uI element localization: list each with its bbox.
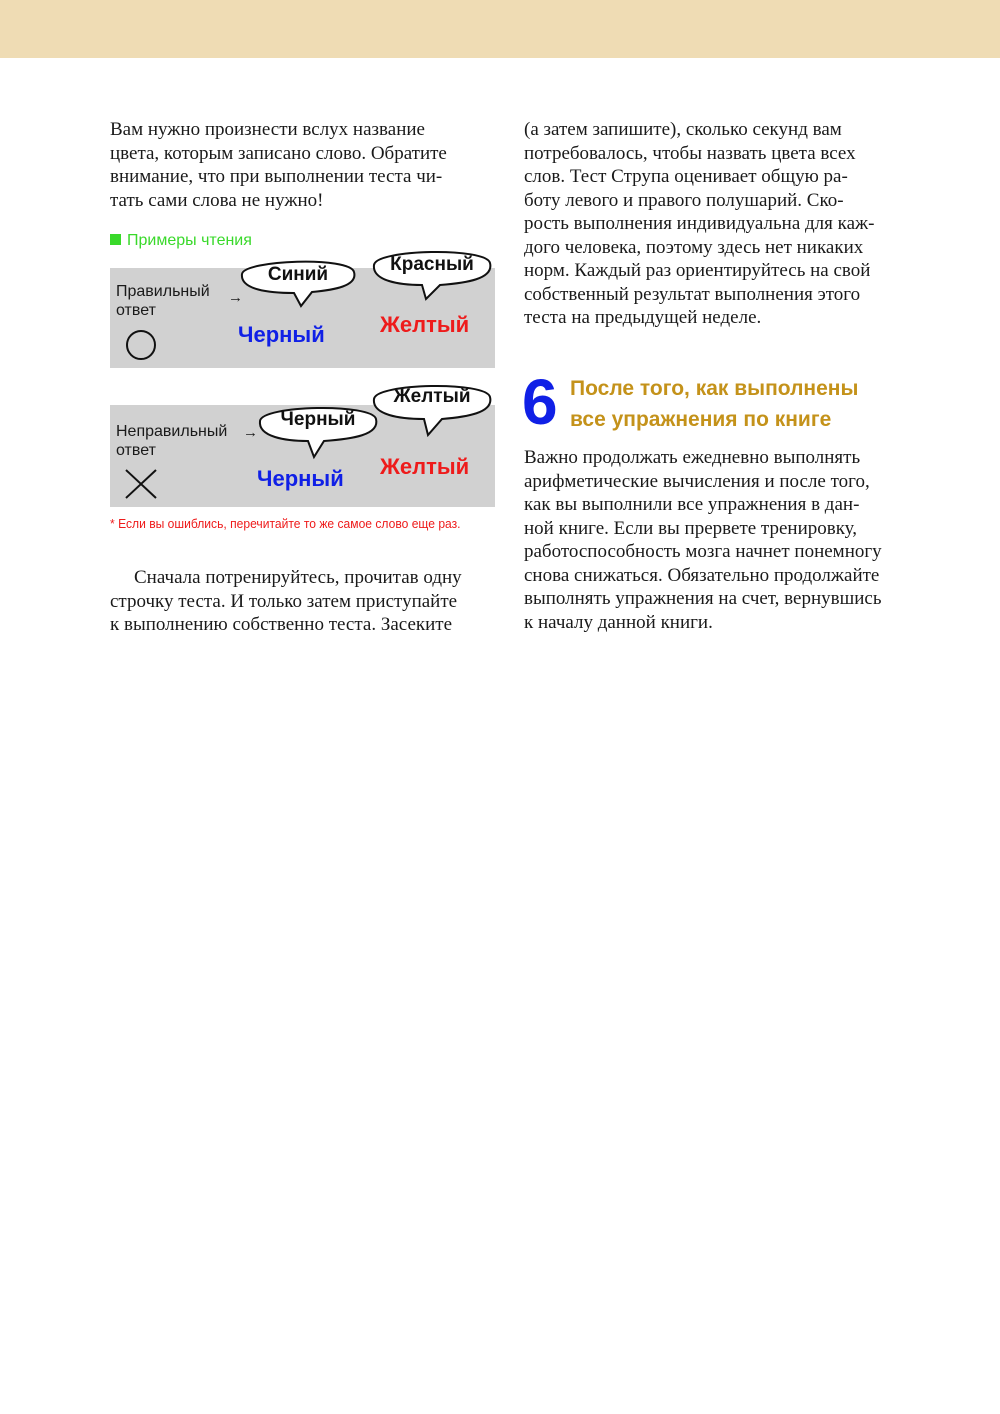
left-top-paragraph — [110, 118, 496, 212]
cross-icon — [122, 467, 160, 501]
examples-caption — [110, 232, 252, 250]
text-line: арифметические вычисления и после того, — [524, 470, 870, 492]
text-line: теста на предыдущей неделе. — [524, 307, 762, 328]
text-line: норм. Каждый раз ориентируйтесь на свой — [524, 260, 871, 281]
colored-word-red: Желтый — [380, 312, 470, 337]
text-line: боту левого и правого полушарий. Ско- — [524, 189, 844, 211]
text-line: Важно продолжать ежедневно выполнять — [524, 447, 861, 468]
label-line: Неправильный — [116, 423, 228, 440]
example-correct-box — [110, 254, 495, 368]
text-line: дого человека, поэтому здесь нет никаких — [524, 236, 864, 258]
text-line: цвета, которым записано слово. Обратите — [110, 142, 447, 164]
bubble-word: Желтый — [393, 386, 471, 407]
text-line: ной книге. Если вы прервете тренировку, — [524, 517, 858, 539]
text-line: внимание, что при выполнении теста чи- — [110, 166, 443, 187]
text-line: к выполнению собственно теста. Засеките — [110, 614, 453, 635]
arrow-icon: → — [243, 424, 258, 441]
text-line: Вам нужно произнести вслух название — [110, 119, 425, 140]
label-line: ответ — [116, 442, 156, 459]
examples-caption-text: Примеры чтения — [127, 232, 252, 249]
text-line: тать сами слова не нужно! — [110, 189, 324, 211]
colored-word-blue: Черный — [257, 466, 344, 491]
text-line: как вы выполнили все упражнения в дан- — [524, 494, 860, 515]
error-note: * Если вы ошиблись, перечитайте то же самое слово еще раз. — [110, 516, 461, 531]
text-line: снова снижаться. Обязательно продолжайте — [524, 564, 880, 586]
text-line: собственный результат выполнения этого — [524, 283, 861, 305]
arrow-icon: → — [228, 289, 243, 306]
circle-icon — [124, 328, 158, 362]
example-wrong-box — [110, 386, 495, 507]
section-number: 6 — [522, 366, 558, 438]
text-line: слов. Тест Струпа оценивает общую ра- — [524, 166, 848, 187]
bubble-word: Красный — [390, 254, 474, 275]
label-line: Правильный — [116, 283, 210, 300]
section-title-line: После того, как выполнены — [570, 377, 859, 400]
green-square-icon — [110, 234, 121, 245]
left-bottom-paragraph — [110, 566, 496, 637]
text-line: выполнять упражнения на счет, вернувшись — [524, 588, 882, 609]
text-line: работоспособность мозга начнет понемногу — [524, 541, 882, 562]
example-wrong-label — [116, 422, 227, 460]
example-correct-label — [116, 282, 210, 320]
bubble-word: Синий — [267, 264, 329, 285]
colored-word-blue: Черный — [238, 322, 325, 347]
section-title-line: все упражнения по книге — [570, 408, 832, 431]
text-line: рость выполнения индивидуальна для каж- — [524, 213, 875, 234]
section-title — [570, 373, 858, 435]
bubble-word: Черный — [280, 409, 356, 430]
right-top-paragraph — [524, 118, 912, 330]
text-line: Сначала потренируйтесь, прочитав одну — [134, 567, 462, 588]
top-decorative-band — [0, 0, 1000, 58]
colored-word-red: Желтый — [380, 454, 470, 479]
label-line: ответ — [116, 302, 156, 319]
text-line: (а затем запишите), сколько секунд вам — [524, 119, 842, 140]
text-line: к началу данной книги. — [524, 611, 713, 633]
right-bottom-paragraph — [524, 446, 912, 634]
text-line: строчку теста. И только затем приступайте — [110, 590, 458, 612]
text-line: потребовалось, чтобы назвать цвета всех — [524, 142, 856, 164]
